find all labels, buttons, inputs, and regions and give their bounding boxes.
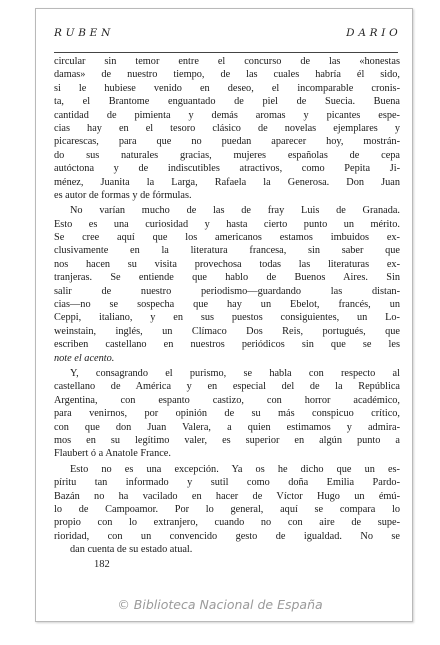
header-rule [54,52,398,53]
text-line: Y, consagrando el purismo, se habla con respecto al [70,367,400,379]
text-line: para venirnos, por opinión de su más conspicuo crítico, [54,408,400,420]
text-line: note el acento. [54,352,115,364]
book-page [35,8,413,622]
text-line: cias hay en el tesoro clásico de novelas ejemplares y [54,122,400,134]
text-line: nos hacen su visita provechosa todas las literaturas ex- [54,258,400,270]
text-line: ménez, Juanita la Larga, Rafaela la Generosa. Don Juan [54,176,400,188]
text-line: es autor de formas y de fórmulas. [54,189,192,201]
running-head-right: D A R I O [346,27,398,39]
text-line: mos en su legítimo valer, es superior en algún punto a [54,434,400,446]
text-line: píritu tan informado y sutil como doña Emilia Pardo- [54,477,400,489]
text-line: circular sin temor entre el concurso de las «honestas [54,56,400,67]
text-line: Se cree aquí que los americanos estamos imbuidos ex- [54,232,400,244]
copyright-notice: © Biblioteca Nacional de España [117,597,323,612]
running-head-left: R U B E N [54,27,111,39]
text-line: cias—no se sospecha que hay un Ebelot, francés, un [54,299,400,311]
text-line: salir de nuestro periodismo—guardando las distan- [54,285,400,297]
text-line: rioridad, con un convencido gesto de igualdad. No se [54,530,400,542]
text-line: lo de Campoamor. Por lo general, aquí se compara lo [54,503,400,515]
text-line: castellano de América y en especial del de la República [54,381,400,393]
text-line: Flaubert ó a Anatole France. [54,448,171,460]
text-line: tranjeras. Se entiende que hablo de Buenos Aires. Sin [54,272,400,284]
text-line: picarescas, para que no puedan aparecer hoy, mostrán- [54,136,400,148]
page-number: 182 [94,559,110,570]
text-line: No varían mucho de las de fray Luis de Granada. [70,205,400,217]
text-line: si le hubiese venido en deseo, el incomparable cronis- [54,82,400,94]
text-line: damas» de nuestro tiempo, de las cuales habría él sido, [54,69,400,81]
text-line: Ceppi, italiano, y en sus puestos consiguientes, un Lo- [54,312,400,324]
text-line: cantidad de pimienta y demás aromas y picantes espe- [54,109,400,121]
paragraph [54,367,400,461]
page-body [54,55,400,556]
running-head [54,27,398,39]
paragraph [54,55,400,202]
paragraph [54,204,400,365]
text-line: propio con lo extranjero, cuando no con aire de supe- [54,517,400,529]
text-line: do sus naturales gracias, mujeres españolas de cepa [54,149,400,161]
text-line: dan cuenta de su estado atual. [70,544,193,556]
text-line: autóctona y de indiscutibles atractivos, como Pepita Ji- [54,163,400,175]
text-line: Esto no es una excepción. Ya os he dicho que un es- [70,463,400,475]
text-line: weinstain, inglés, un Clímaco Dos Reis, portugués, que [54,325,400,337]
text-line: Argentina, con espanto castizo, con horror académico, [54,394,400,406]
text-line: Esto es una curiosidad y hasta cierto punto un mérito. [54,218,400,230]
paragraph [54,463,400,557]
text-line: ta, el Brantome enguantado de piel de Suecia. Buena [54,96,400,108]
text-line: con que don Juan Valera, a quien estimamos y admira- [54,421,400,433]
text-line: clusivamente en la literatura francesa, sin saber que [54,245,400,257]
text-line: Bazán no ha vacilado en hacer de Víctor Hugo un émú- [54,490,400,502]
text-line: escriben castellano en nuestros periódicos sin que se les [54,339,400,351]
